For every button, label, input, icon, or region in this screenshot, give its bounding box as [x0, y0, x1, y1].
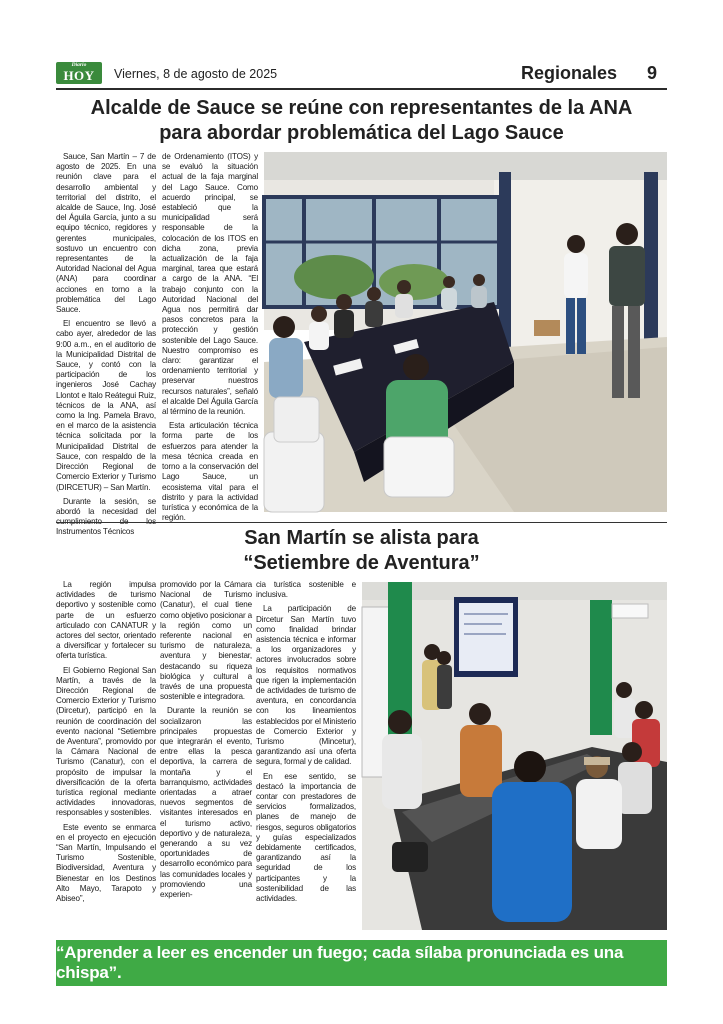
- article2-column-1: [56, 580, 156, 936]
- article1-paragraph: Esta articulación técnica forma parte de los esfuerzos para atender la mesa técnica creada en torno a la conservación del Lago Sauce, un ecosistema vital para el distrito y para la actividad turística y económica de la región.: [162, 421, 258, 523]
- article2-headline-line2: “Setiembre de Aventura”: [243, 552, 480, 574]
- article2-paragraph: promovido por la Cámara Nacional de Turismo (Canatur), el cual tiene como objetivo posicionar a la región como un referente nacional en turismo de naturaleza, aventura y bienestar, destacando su riqueza biológica y cultural a través de una propuesta sostenible e integradora.: [160, 580, 252, 702]
- article1-paragraph: Sauce, San Martín – 7 de agosto de 2025. En una reunión clave para el desarrollo ambiental y territorial del distrito, el alcalde de Sauce, Ing. José del Águila García, junto a su equipo técnico, regidores y gerentes municipales, sostuvo un encuentro con representantes de la Autoridad Nacional del Agua (ANA) para coordinar acciones en torno a la problemática del Lago Sauce.: [56, 152, 156, 315]
- page-number: 9: [646, 63, 657, 83]
- article1-column-2: [162, 152, 258, 523]
- article2-headline-line1: San Martín se alista para: [244, 527, 479, 549]
- issue-date: Viernes, 8 de agosto de 2025: [114, 67, 278, 81]
- article1-photo-meeting-auditorium: [264, 152, 667, 512]
- article2-column-2: [160, 580, 252, 936]
- logo-small-text: Diario: [71, 62, 87, 68]
- page-header: [56, 60, 667, 88]
- article2-column-3: [256, 580, 356, 936]
- article2-paragraph: Este evento se enmarca en el proyecto en ejecución “San Martín, Impulsando el Turismo Sostenible, Biodiversidad, Aventura y Bienestar en los Destinos Alto Mayo, Tarapoto y Abiseo”,: [56, 822, 156, 904]
- article2-paragraph: cia turística sostenible e inclusiva.: [256, 580, 356, 600]
- article2-photo-coordination-meeting: [362, 582, 667, 930]
- article1-paragraph: El encuentro se llevó a cabo ayer, alrededor de las 9:00 a.m., en el auditorio de la Municipalidad Distrital de Sauce, y contó con la participación de los ingenieros José Cachay Llontot e Italo Reátegui Ruiz, técnicos de la ANA, así como la Ing. Pamela Bravo, en el marco de la asistencia técnica solicitada por la Municipalidad Distrital de Sauce, con respaldo de la Dirección Regional de Comercio Exterior y Turismo (DIRCETUR) – San Martín.: [56, 319, 156, 492]
- section-title: Regionales: [520, 63, 617, 83]
- newspaper-logo: [56, 62, 102, 84]
- article-divider: [56, 522, 667, 523]
- article1-paragraph: Durante la sesión, se abordó la necesidad del Instrumentos Técnicos: [56, 496, 156, 537]
- article1-column-1: [56, 152, 156, 537]
- article2-paragraph: En ese sentido, se destacó la importancia de contar con prestadores de servicios formalizados, planes de manejo de riesgos, seguros obligatorios y guías especializados debidamente certificados, garantizando así la seguridad de los participantes y la sostenibilidad de las actividades.: [256, 771, 356, 904]
- quote-text: “Aprender a leer es encender un fuego; cada sílaba pronunciada es una chispa”.: [56, 943, 624, 982]
- article1-headline-line1: Alcalde de Sauce se reúne con representantes de la ANA: [90, 97, 633, 119]
- logo-big-text: HOY: [63, 68, 95, 83]
- quote-banner: [56, 940, 667, 986]
- article1-headline: [56, 96, 667, 146]
- article1-paragraph: de Ordenamiento (ITOS) y se evaluó la situación actual de la faja marginal del Lago Sauce. Como acuerdo principal, se estableció que la municipalidad será responsable de la colocación de los ITOS en dicha zona, previa actualización de la faja marginal, tarea que estará a cargo de la ANA. “El trabajo conjunto con la Autoridad Nacional del Agua nos permitirá dar pasos concretos para la protección y gestión sostenible del Lago Sauce. Nuestro compromiso es claro: garantizar el ordenamiento territorial y preservar nuestros recursos naturales”, señaló el alcalde Del Águila García al término de la reunión.: [162, 152, 258, 417]
- header-divider: [56, 88, 667, 90]
- article2-paragraph: La participación de Dircetur San Martín tuvo como finalidad brindar asistencia técnica e informar a los organizadores y actores involucrados sobre los requisitos normativos que rigen la implementación de actividades de turismo de aventura, en concordancia con los lineamientos establecidos por el Ministerio de Comercio Exterior y Turismo (Mincetur), garantizando así una oferta segura, formal y de calidad.: [256, 604, 356, 767]
- article1-headline-line2: para abordar problemática del Lago Sauce: [159, 122, 564, 144]
- article2-paragraph: Durante la reunión se socializaron las principales propuestas que integrarán el evento, entre ellas la pesca deportiva, la carrera de montaña y el barranquismo, actividades orientadas a atraer nuevos segmentos de visitantes interesados en el turismo activo, deportivo y de naturaleza, generando a su vez oportunidades de desarrollo económico para las comunidades locales y promoviendo una experien-: [160, 706, 252, 900]
- article2-paragraph: La región impulsa actividades de turismo deportivo y sostenible como parte de un esfuerzo articulado con CANATUR y actores del sector, orientado a diversificar y fortalecer su oferta turística.: [56, 580, 156, 661]
- article2-headline: [56, 526, 667, 576]
- article2-paragraph: El Gobierno Regional San Martín, a través de la Dirección Regional de Comercio Exterior y Turismo (Dircetur), participó en la reunión de coordinación del evento nacional “Setiembre de Aventura”, promovido por la Cámara Nacional de Turismo (Canatur), con el propósito de impulsar la diversificación de la oferta turística regional mediante actividades innovadoras, responsables y sostenibles.: [56, 665, 156, 818]
